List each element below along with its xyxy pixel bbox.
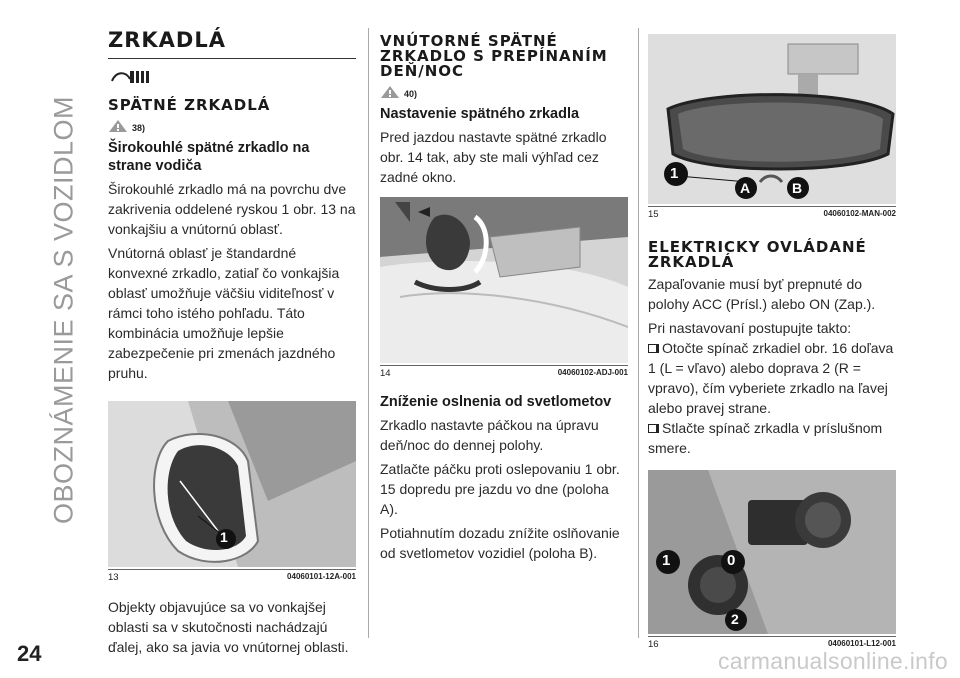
paragraph: Širokouhlé zrkadlo má na povrchu dve zakrivenia oddelené ryskou 1 obr. 13 na vonkajšiu a vnútornú oblasť.: [108, 181, 356, 237]
section-heading: ELEKTRICKY OVLÁDANÉ ZRKADLÁ: [648, 238, 867, 271]
paragraph: Potiahnutím dozadu znížite oslňovanie od svetlometov vozidiel (poloha B).: [380, 525, 620, 561]
figure-16-mirror-switch: [648, 470, 896, 634]
callout-b: B: [792, 180, 803, 196]
page-number: 24: [17, 641, 42, 666]
column-divider: [638, 28, 639, 638]
column-1: [108, 28, 356, 657]
watermark: carmanualsonline.info: [717, 648, 948, 674]
figure-15-rearview-mirror: [648, 34, 896, 204]
subheading: Zníženie oslnenia od svetlometov: [380, 394, 612, 410]
column-3: [648, 34, 896, 650]
section-heading: VNÚTORNÉ SPÄTNÉ ZRKADLO S PREPÍNANÍM DEŇ/NOC: [380, 32, 608, 80]
warning-reference: 38): [108, 119, 356, 133]
subheading: Nastavenie spätného zrkadla: [380, 106, 580, 122]
warning-icon: [108, 119, 128, 133]
figure-caption: 16 04060101-L12-001: [648, 636, 896, 650]
paragraph: Pred jazdou nastavte spätné zrkadlo obr. 14 tak, aby ste mali výhľad cez zadné okno.: [380, 129, 607, 185]
callout-1: 1: [670, 165, 679, 182]
warning-reference: 40): [380, 85, 628, 99]
warning-icon: [380, 85, 400, 99]
column-2: [380, 34, 628, 563]
figure-caption: 14 04060102-ADJ-001: [380, 365, 628, 379]
list-item: Otočte spínač zrkadiel obr. 16 doľava 1 (L = vľavo) alebo doprava 2 (R = vpravo), čím vyberiete zrkadlo na ľavej alebo pravej strane.: [648, 340, 894, 416]
paragraph: Zatlačte páčku proti oslepovaniu 1 obr. 15 dopredu pre jazdu vo dne (poloha A).: [380, 461, 620, 517]
bullet-box-icon: [648, 424, 659, 433]
column-divider: [368, 28, 369, 638]
callout-1: 1: [662, 552, 671, 569]
callout-1: 1: [220, 529, 228, 545]
side-chapter-title: OBOZNÁMENIE SA S VOZIDLOM: [48, 95, 79, 525]
paragraph: Zapaľovanie musí byť prepnuté do polohy ACC (Prísl.) alebo ON (Zap.).: [648, 276, 876, 312]
figure-caption: 15 04060102-MAN-002: [648, 206, 896, 220]
callout-0: 0: [727, 552, 736, 569]
figure-caption: 13 04060101-12A-001: [108, 569, 356, 583]
paragraph: Zrkadlo nastavte páčkou na úpravu deň/noc do dennej polohy.: [380, 417, 599, 453]
callout-2: 2: [731, 611, 739, 627]
paragraph: Pri nastavovaní postupujte takto:: [648, 320, 852, 336]
mirror-symbol-icon: [110, 69, 356, 90]
subheading: Širokouhlé spätné zrkadlo na strane vodiča: [108, 140, 310, 174]
paragraph: Vnútorná oblasť je štandardné konvexné zrkadlo, zatiaľ čo vonkajšia oblasť umožňuje väčšiu viditeľnosť v rámci toho istého pohľadu. Táto kombinácia umožňuje lepšie zabezpečenie pri zmenách jazdného pruhu.: [108, 245, 340, 381]
callout-a: A: [740, 180, 751, 196]
paragraph: Objekty objavujúce sa vo vonkajšej oblasti sa v skutočnosti nachádzajú ďalej, ako sa javia vo vnútornej oblasti.: [108, 599, 349, 655]
chapter-heading: ZRKADLÁ: [108, 28, 356, 59]
figure-13-side-mirror: [108, 401, 356, 567]
list-item: Stlačte spínač zrkadla v príslušnom smere.: [648, 420, 883, 456]
figure-14-mirror-adjust: [380, 197, 628, 363]
section-heading: SPÄTNÉ ZRKADLÁ: [108, 96, 271, 114]
bullet-box-icon: [648, 344, 659, 353]
